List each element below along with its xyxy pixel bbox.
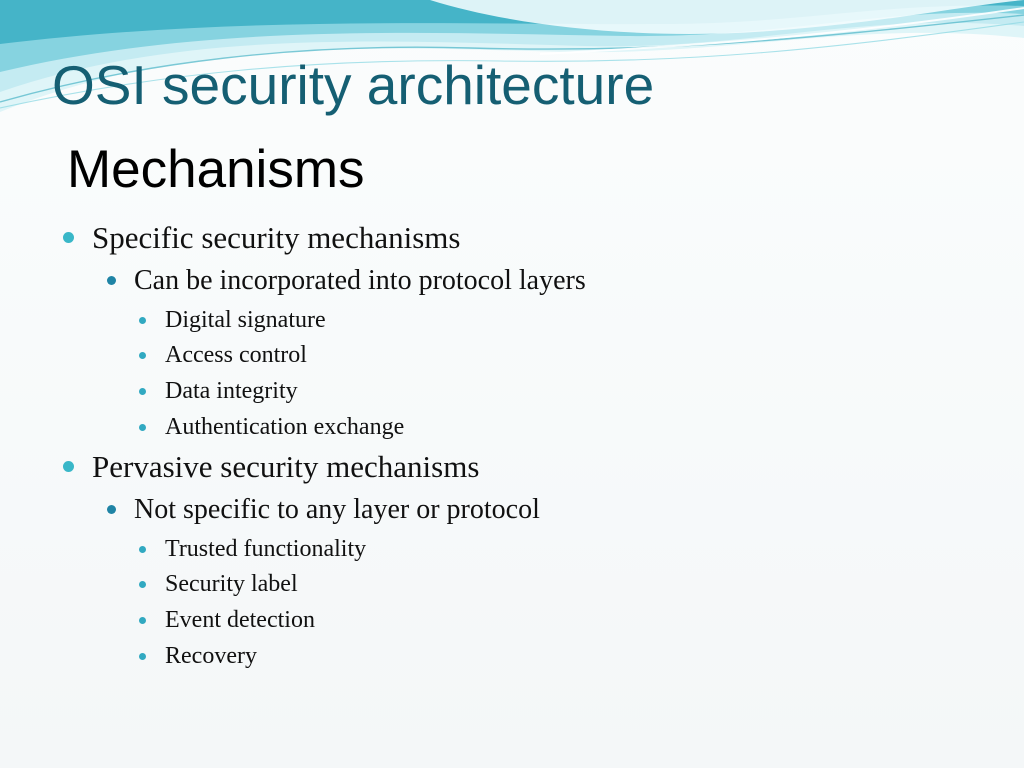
bullet-can-be-incorporated [134, 267, 586, 295]
bullet-dot-icon [139, 617, 146, 624]
bullet-dot-icon [139, 653, 146, 660]
bullet-dot-icon [139, 424, 146, 431]
bullet-dot-icon [139, 546, 146, 553]
bullet-dot-icon [63, 461, 74, 472]
bullet-text: Security label [165, 571, 298, 597]
bullet-text: Digital signature [165, 307, 326, 333]
bullet-security-label [165, 572, 298, 596]
bullet-trusted-functionality [165, 537, 366, 561]
bullet-text: Not specific to any layer or protocol [134, 494, 540, 525]
bullet-text: Recovery [165, 643, 257, 669]
slide-title: OSI security architecture [52, 54, 655, 116]
bullet-pervasive-security-mechanisms [92, 451, 479, 482]
bullet-dot-icon [107, 276, 116, 285]
bullet-dot-icon [139, 388, 146, 395]
bullet-data-integrity [165, 379, 298, 403]
bullet-dot-icon [63, 232, 74, 243]
bullet-authentication-exchange [165, 415, 404, 439]
bullet-dot-icon [107, 505, 116, 514]
bullet-text: Can be incorporated into protocol layers [134, 265, 586, 296]
bullet-dot-icon [139, 581, 146, 588]
bullet-text: Event detection [165, 607, 315, 633]
bullet-text: Pervasive security mechanisms [92, 449, 480, 484]
bullet-text: Trusted functionality [165, 536, 367, 562]
bullet-text: Access control [165, 342, 307, 368]
slide-subtitle: Mechanisms [67, 140, 365, 199]
bullet-event-detection [165, 608, 315, 632]
bullet-digital-signature [165, 308, 326, 332]
bullet-text: Data integrity [165, 378, 298, 404]
bullet-dot-icon [139, 352, 146, 359]
bullet-dot-icon [139, 317, 146, 324]
bullet-access-control [165, 343, 307, 367]
bullet-text: Specific security mechanisms [92, 220, 461, 255]
bullet-text: Authentication exchange [165, 414, 405, 440]
bullet-recovery [165, 644, 257, 668]
bullet-specific-security-mechanisms [92, 222, 460, 253]
bullet-not-specific [134, 496, 540, 524]
